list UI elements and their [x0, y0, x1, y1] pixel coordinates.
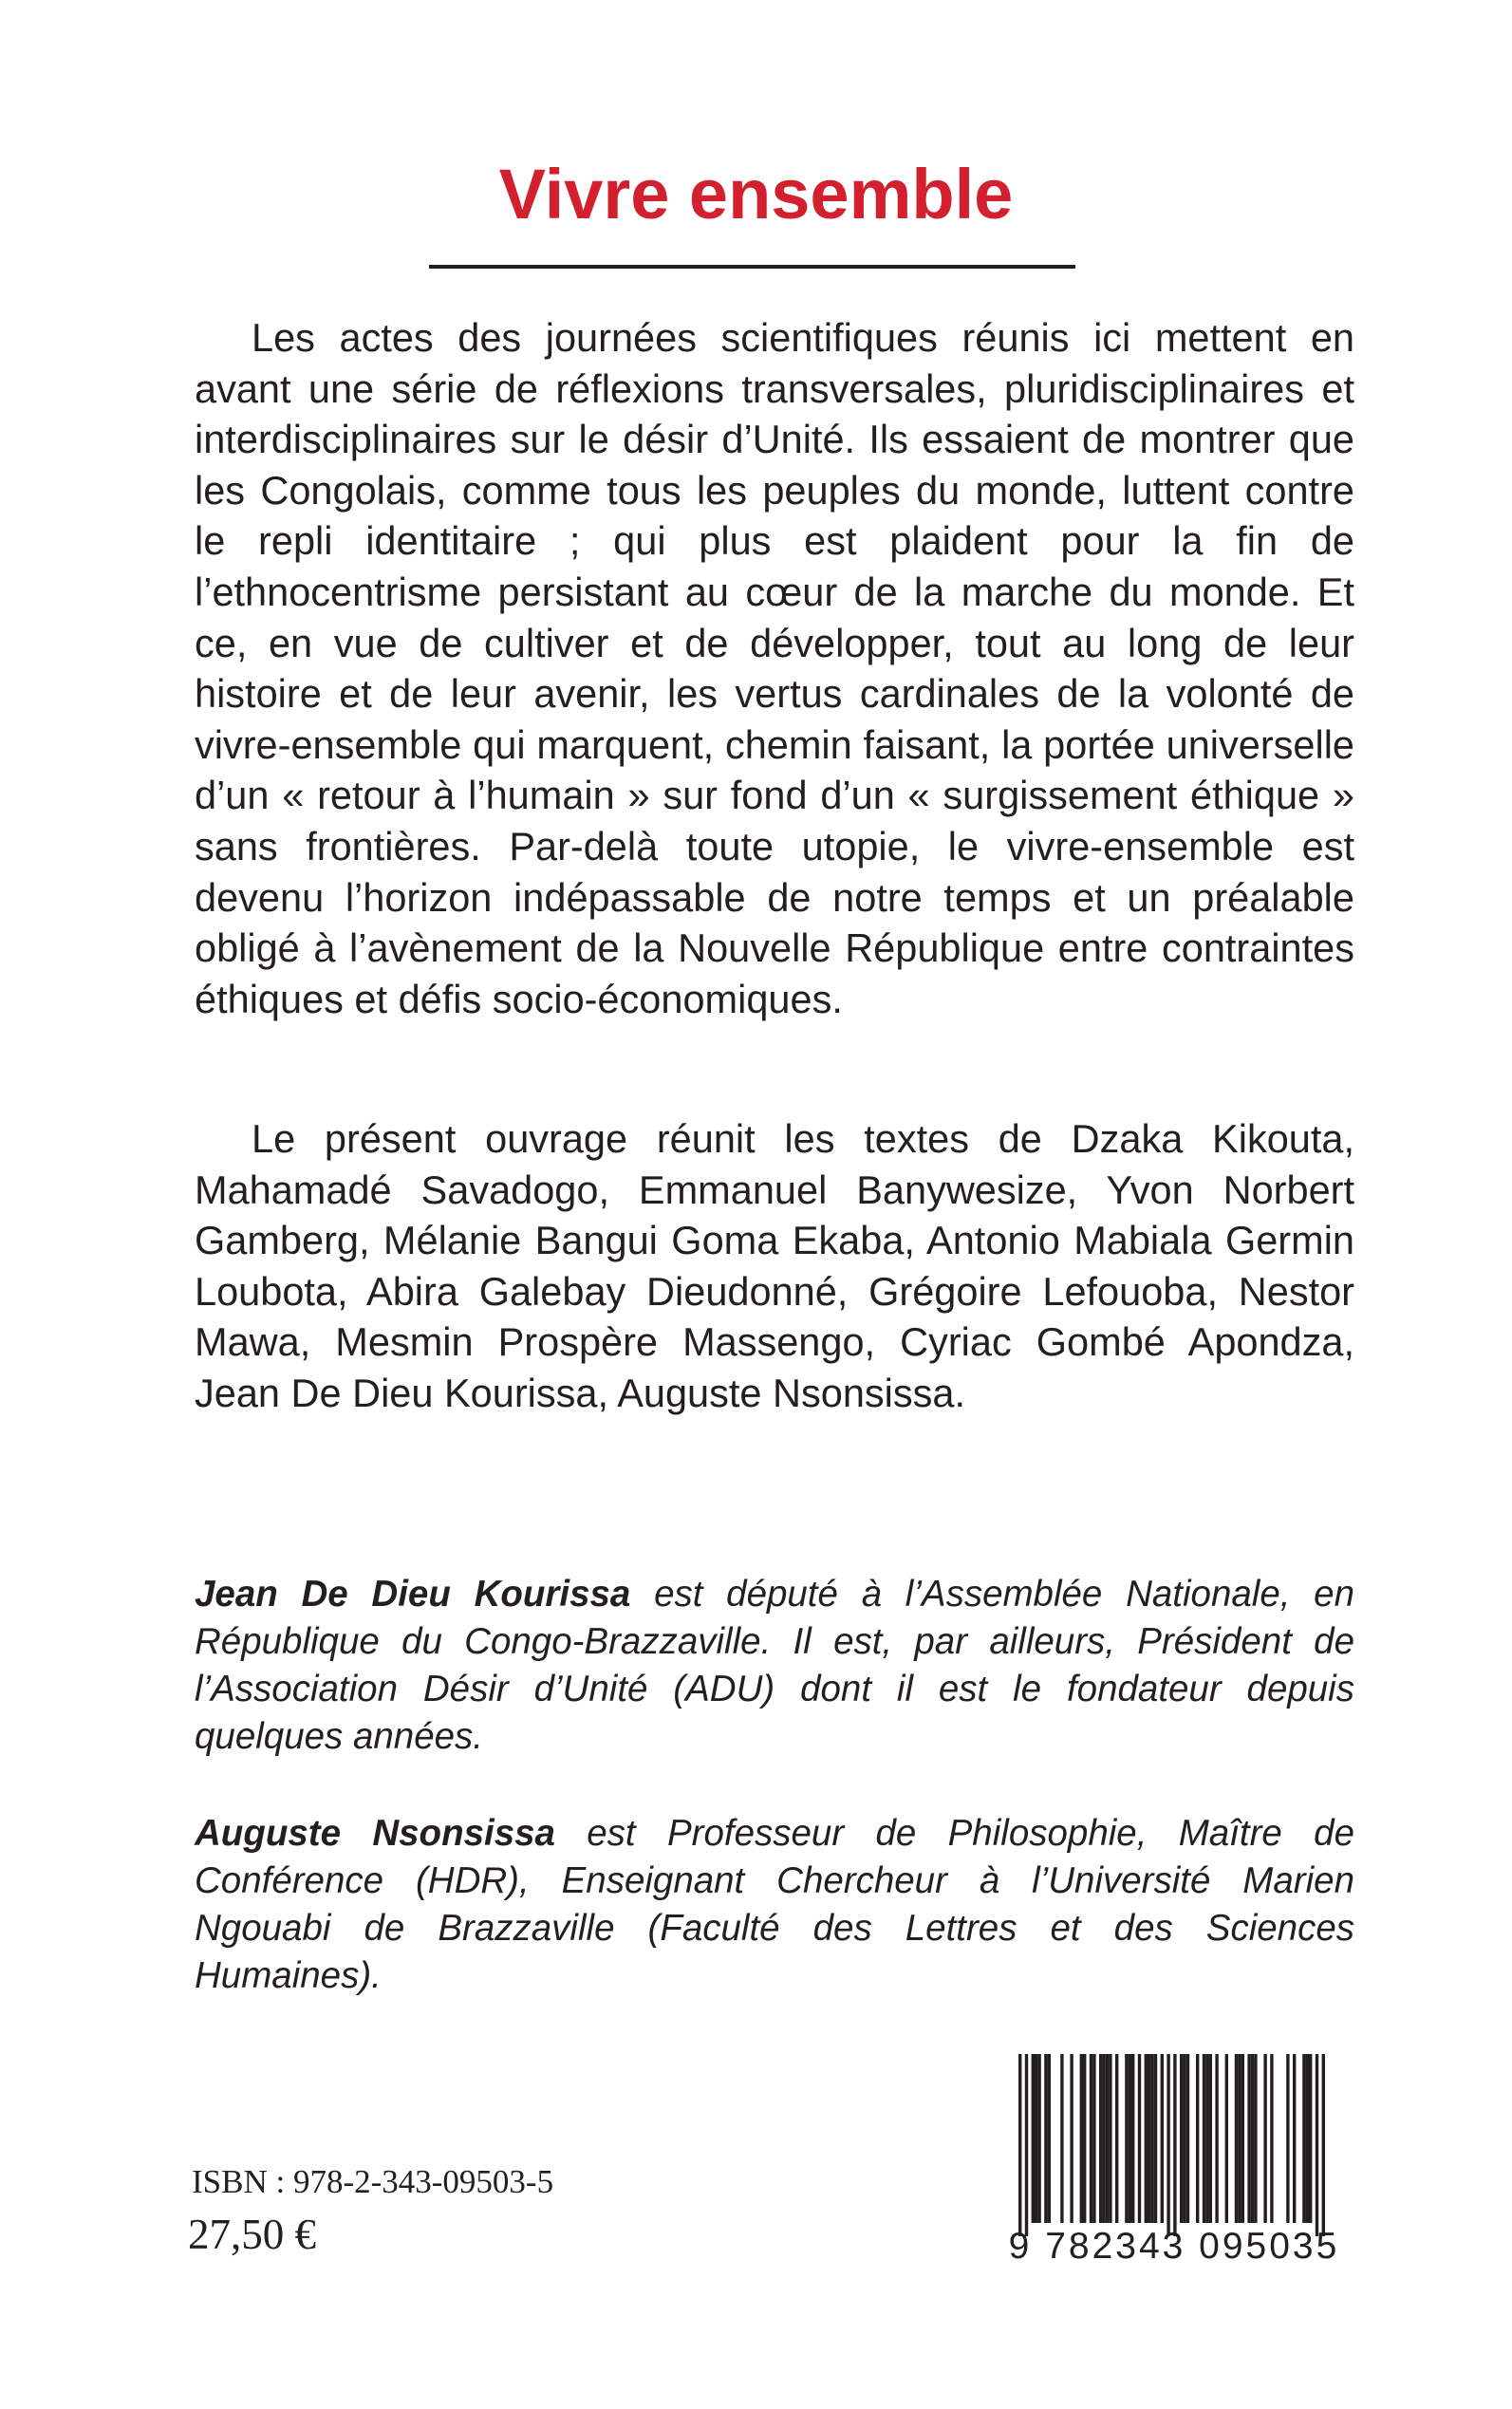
barcode-bar — [1048, 2054, 1051, 2223]
barcode-guard-bar — [1167, 2054, 1169, 2236]
barcode-guard-bar — [1316, 2054, 1318, 2236]
barcode-bar — [1131, 2054, 1134, 2223]
barcode — [1005, 2052, 1343, 2272]
barcode-bar — [1129, 2054, 1131, 2223]
author-name-1: Jean De Dieu Kourissa — [195, 1574, 631, 1615]
barcode-bar — [1293, 2054, 1296, 2223]
barcode-bar — [1148, 2054, 1150, 2223]
author-bio-2 — [195, 1810, 1354, 2000]
barcode-bar — [1254, 2054, 1257, 2223]
price-label: 27,50 € — [188, 2211, 316, 2258]
barcode-bar — [1083, 2054, 1086, 2223]
barcode-bar — [1035, 2054, 1037, 2223]
author-bio-text-1: est député à l’Assemblée Nationale, en République du Congo-Brazzaville. Il est, par ailleurs, Président de l’Association Désir d’Unité (ADU) dont il est le fondateur depuis quelques années. — [195, 1574, 1354, 1757]
title-underline — [429, 265, 1075, 269]
barcode-bar — [1102, 2054, 1105, 2223]
barcode-bar — [1203, 2054, 1205, 2223]
barcode-bar — [1238, 2054, 1241, 2223]
barcode-bar — [1205, 2054, 1208, 2223]
barcode-bar — [1251, 2054, 1254, 2223]
barcode-bar — [1109, 2054, 1111, 2223]
barcode-bar — [1154, 2054, 1157, 2223]
barcode-bar — [1032, 2054, 1035, 2223]
barcode-bar — [1150, 2054, 1153, 2223]
barcode-bar — [1125, 2054, 1128, 2223]
barcode-bar — [1309, 2054, 1312, 2223]
barcode-bar — [1060, 2054, 1063, 2223]
barcode-bars-icon — [1005, 2052, 1343, 2242]
barcode-bar — [1161, 2054, 1164, 2223]
barcode-bar — [1183, 2054, 1185, 2223]
barcode-bar — [1180, 2054, 1183, 2223]
barcode-digits: 9 782343 095035 — [1008, 2226, 1340, 2267]
barcode-bar — [1099, 2054, 1102, 2223]
barcode-bar — [1286, 2054, 1289, 2223]
barcode-bar — [1263, 2054, 1266, 2223]
barcode-bar — [1209, 2054, 1212, 2223]
barcode-bar — [1225, 2054, 1228, 2223]
barcode-bar — [1235, 2054, 1238, 2223]
barcode-bar — [1247, 2054, 1250, 2223]
barcode-bar — [1080, 2054, 1083, 2223]
barcode-bar — [1306, 2054, 1309, 2223]
author-bio-text-2: est Professeur de Philosophie, Maître de Conférence (HDR), Enseignant Chercheur à l’Université Marien Ngouabi de Brazzaville (Faculté des Lettres et des Sciences Humaines). — [195, 1813, 1354, 1996]
barcode-bar — [1215, 2054, 1218, 2223]
isbn-label: ISBN : 978-2-343-09503-5 — [192, 2163, 554, 2200]
barcode-bar — [1115, 2054, 1118, 2223]
book-title: Vivre ensemble — [498, 155, 1014, 233]
barcode-bar — [1070, 2054, 1073, 2223]
barcode-bar — [1044, 2054, 1047, 2223]
author-name-2: Auguste Nsonsissa — [195, 1813, 555, 1854]
barcode-guard-bar — [1018, 2054, 1021, 2236]
barcode-bar — [1270, 2054, 1273, 2223]
barcode-guard-bar — [1322, 2054, 1325, 2236]
barcode-bar — [1241, 2054, 1244, 2223]
barcode-bar — [1186, 2054, 1189, 2223]
barcode-bar — [1138, 2054, 1141, 2223]
barcode-bar — [1145, 2054, 1148, 2223]
barcode-bar — [1090, 2054, 1092, 2223]
summary-paragraph-2: Le présent ouvrage réunit les textes de Dzaka Kikouta, Mahamadé Savadogo, Emmanuel Banywesize, Yvon Norbert Gamberg, Mélanie Bangui Goma Ekaba, Antonio Mabiala Germin Loubota, Abira Galebay Dieudonné, Grégoire Lefouoba, Nestor Mawa, Mesmin Prospère Massengo, Cyriac Gombé Apondza, Jean De Dieu Kourissa, Auguste Nsonsissa. — [195, 1116, 1354, 1415]
barcode-bar — [1106, 2054, 1109, 2223]
barcode-bar — [1302, 2054, 1305, 2223]
barcode-bar — [1196, 2054, 1199, 2223]
author-bio-1 — [195, 1571, 1354, 1761]
barcode-bar — [1037, 2054, 1040, 2223]
summary-paragraph-1: Les actes des journées scientifiques réunis ici mettent en avant une série de réflexions transversales, pluridisciplinaires et interdisciplinaires sur le désir d’Unité. Ils essaient de montrer que les Congolais, comme tous les peuples du monde, luttent contre le repli identitaire ; qui plus est plaident pour la fin de l’ethnocentrisme persistant au cœur de la marche du monde. Et ce, en vue de cultiver et de développer, tout au long de leur histoire et de leur avenir, les vertus cardinales de la volonté de vivre-ensemble qui marquent, chemin faisant, la portée universelle d’un « retour à l’humain » sur fond d’un « surgissement éthique » sans frontières. Par-delà toute utopie, le vivre-ensemble est devenu l’horizon indépassable de notre temps et un préalable obligé à l’avènement de la Nouvelle République entre contraintes éthiques et défis socio-économiques. — [195, 315, 1354, 1021]
barcode-guard-bar — [1173, 2054, 1176, 2236]
barcode-guard-bar — [1025, 2054, 1028, 2236]
barcode-bar — [1092, 2054, 1095, 2223]
